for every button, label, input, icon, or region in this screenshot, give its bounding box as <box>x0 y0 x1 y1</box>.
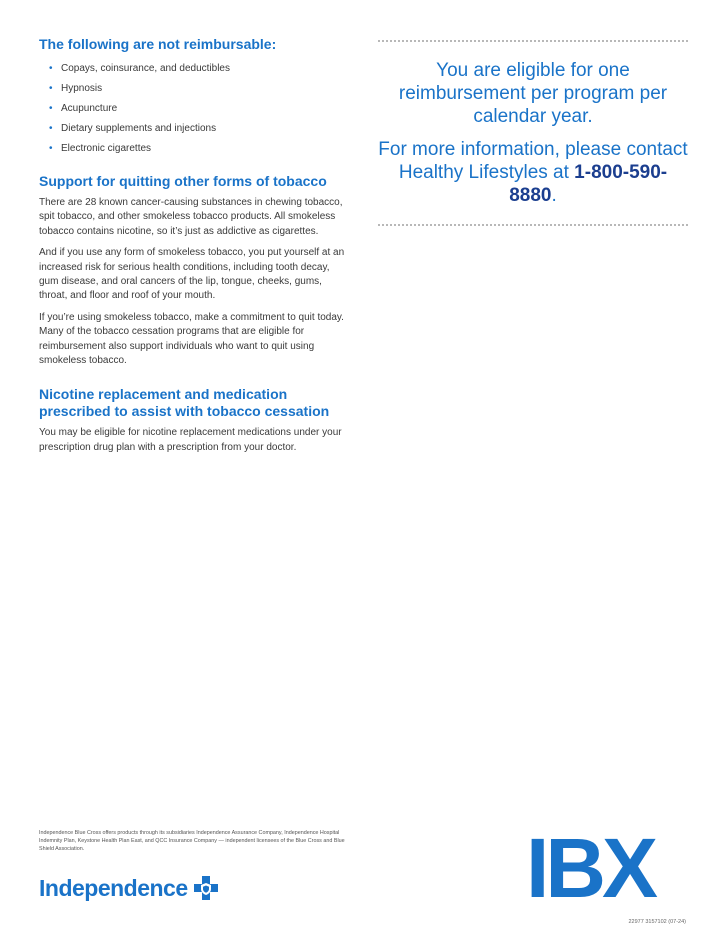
left-column <box>39 36 349 462</box>
not-reimbursable-list <box>49 59 349 159</box>
contact-statement <box>378 138 688 207</box>
independence-logo <box>39 872 219 904</box>
period: . <box>551 185 557 206</box>
list-item: • Dietary supplements and injections <box>49 119 349 139</box>
dotted-divider <box>378 224 688 226</box>
list-item: • Hypnosis <box>49 79 349 99</box>
list-item: • Electronic cigarettes <box>49 139 349 159</box>
brand-wordmark: Independence <box>39 874 188 901</box>
phone-number[interactable]: 1-800-590-8880 <box>509 162 668 206</box>
other-tobacco-paragraph: If you’re using smokeless tobacco, make a commitment to quit today. Many of the tobacco cessation programs that are eligible for reimbursement also support individuals who want to quit using smokeless tobacco. <box>39 311 344 367</box>
eligibility-statement: You are eligible for one reimbursement per program per calendar year. <box>398 60 668 127</box>
not-reimbursable-heading: The following are not reimbursable: <box>39 36 277 52</box>
callout-box <box>378 40 688 226</box>
contact-text: For more information, please contact Healthy Lifestyles at <box>378 139 688 183</box>
list-item: • Acupuncture <box>49 99 349 119</box>
legal-text: Independence Blue Cross offers products through its subsidiaries Independence Assurance Company, Independence Hospital Indemnity Plan, Keystone Health Plan East, and QCC Insurance Company — independent licensees of the Blue Cross and Blue Shield Association. <box>39 830 345 852</box>
other-tobacco-paragraph: There are 28 known cancer-causing substances in chewing tobacco, spit tobacco, and other smokeless tobacco products. All smokeless tobacco contains nicotine, so it’s just as addictive as cigarettes. <box>39 197 343 237</box>
other-tobacco-paragraph: And if you use any form of smokeless tobacco, you put yourself at an increased risk for serious health conditions, including tooth decay, gum disease, and oral cancers of the lip, tongue, cheeks, gums, throat, and floor and roof of your mouth. <box>39 247 345 302</box>
ibx-logo: IBX <box>526 821 655 915</box>
document-code: 22977 3157102 (07-24) <box>628 919 686 925</box>
nicotine-paragraph: You may be eligible for nicotine replacement medications under your prescription drug plan with a prescription from your doctor. <box>39 427 342 453</box>
callout-text <box>378 42 688 224</box>
cross-shield-icon <box>193 875 219 901</box>
nicotine-heading: Nicotine replacement and medication prescribed to assist with tobacco cessation <box>39 386 330 420</box>
other-tobacco-heading: Support for quitting other forms of tobacco <box>39 173 327 189</box>
list-item: • Copays, coinsurance, and deductibles <box>49 59 349 79</box>
